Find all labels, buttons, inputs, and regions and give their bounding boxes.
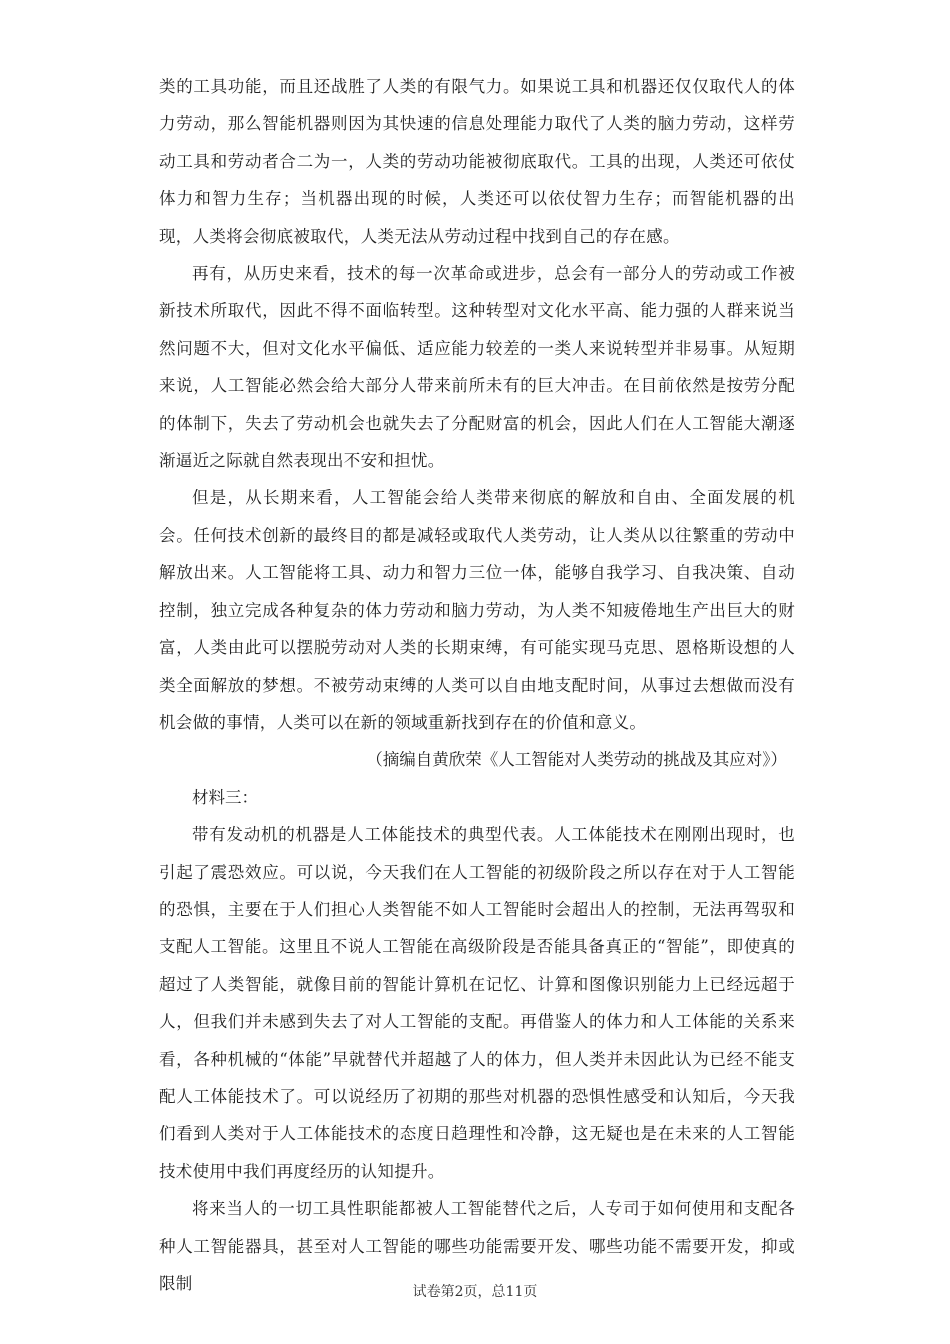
paragraph-5: 将来当人的一切工具性职能都被人工智能替代之后，人专司于如何使用和支配各种人工智能器具，甚至对人工智能的哪些功能需要开发、哪些功能不需要开发，抑或限制 (159, 1199, 795, 1293)
page-footer: 试卷第2页，总11页 (412, 1284, 538, 1300)
paragraph-3: 但是，从长期来看，人工智能会给人类带来彻底的解放和自由、全面发展的机会。任何技术创新的最终目的都是减轻或取代人类劳动，让人类从以往繁重的劳动中解放出来。人工智能将工具、动力和智力三位一体，能够自我学习、自我决策、自动控制，独立完成各种复杂的体力劳动和脑力劳动，为人类不知疲倦地生产出巨大的财富，人类由此可以摆脱劳动对人类的长期束缚，有可能实现马克思、恩格斯设想的人类全面解放的梦想。不被劳动束缚的人类可以自由地支配时间，从事过去想做而没有机会做的事情，人类可以在新的领域重新找到存在的价值和意义。 (159, 488, 795, 732)
source-attribution: （摘编自黄欣荣《人工智能对人类劳动的挑战及其应对》） (366, 750, 787, 770)
material-label: 材料三： (192, 787, 258, 807)
paragraph-1: 类的工具功能，而且还战胜了人类的有限气力。如果说工具和机器还仅仅取代人的体力劳动，那么智能机器则因为其快速的信息处理能力取代了人类的脑力劳动，这样劳动工具和劳动者合二为一，人类的劳动功能被彻底取代。工具的出现，人类还可依仗体力和智力生存；当机器出现的时候，人类还可以依仗智力生存；而智能机器的出现，人类将会彻底被取代，人类无法从劳动过程中找到自己的存在感。 (159, 77, 795, 246)
paragraph-2: 再有，从历史来看，技术的每一次革命或进步，总会有一部分人的劳动或工作被新技术所取代，因此不得不面临转型。这种转型对文化水平高、能力强的人群来说当然问题不大，但对文化水平偏低、适应能力较差的一类人来说转型并非易事。从短期来说，人工智能必然会给大部分人带来前所未有的巨大冲击。在目前依然是按劳分配的体制下，失去了劳动机会也就失去了分配财富的机会，因此人们在人工智能大潮逐渐逼近之际就自然表现出不安和担忧。 (159, 264, 795, 471)
paragraph-4: 带有发动机的机器是人工体能技术的典型代表。人工体能技术在刚刚出现时，也引起了震恐效应。可以说，今天我们在人工智能的初级阶段之所以存在对于人工智能的恐惧，主要在于人们担心人类智能不如人工智能时会超出人的控制，无法再驾驭和支配人工智能。这里且不说人工智能在高级阶段是否能具备真正的“智能”，即使真的超过了人类智能，就像目前的智能计算机在记忆、计算和图像识别能力上已经远超于人，但我们并未感到失去了对人工智能的支配。再借鉴人的体力和人工体能的关系来看，各种机械的“体能”早就替代并超越了人的体力，但人类并未因此认为已经不能支配人工体能技术了。可以说经历了初期的那些对机器的恐惧性感受和认知后，今天我们看到人类对于人工体能技术的态度日趋理性和冷静，这无疑也是在未来的人工智能技术使用中我们再度经历的认知提升。 (159, 825, 795, 1181)
document-body (159, 68, 795, 1302)
